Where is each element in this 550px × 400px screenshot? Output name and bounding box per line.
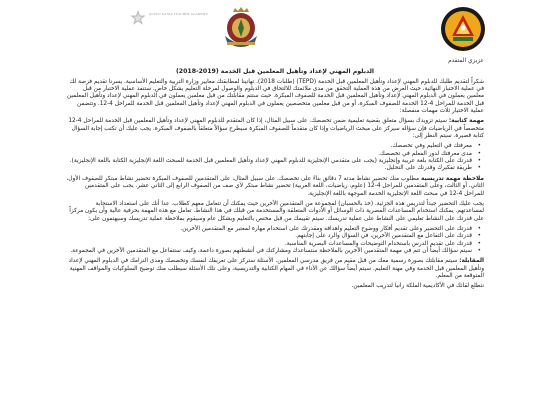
intro-paragraph: شكراً لتقديم طلبك للدبلوم المهني لإعداد وتأهيل المعلمين قبل الخدمة (TEPD) (طلبات 2018). تهانينا لمطابقتك معايير وزارة التربية والتعليم الأساسية. يسرنا تقديم فرصة لك في عملية الاختبار النهائية، حيث العرض من هذه العملية التحقق من مدى ملائمتك للالتحاق في الدبلوم والوصول لمرحلة التعليم بشكل خاص. ستنفذ عملية الاختبار من قبل معلمين يعملون في الدبلوم المهني لإعداد وتأهيل المعلمين قبل الخدمة للصفوف المبكرة. حيث ستتم مقابلتك من قبل معلمين يعملون في الدبلوم المهني لإعداد وتأهيل المعلمين قبل الخدمة للمراحل 4-12 الخدمة للصفوف المبكرة، أو من قبل معلمين متخصصين يعملون في الدبلوم المهني لإعداد وتأهيل المعلمين قبل الخدمة للمراحل 4-12. وتتضمن عملية الاختيار ثلاث مهمات منفصلة: bbox=[67, 78, 484, 115]
task1-text: سيتم تزويدك بسؤال متعلق بقضية تعليمية ضمن تخصصك. على سبيل المثال، إذا كان المتقدم للدبلوم المهني لإعداد وتأهيل المعلمين قبل الخدمة للمراحل 4-12 متخصصاً في الرياضيات فإن سؤاله سيركز على مبحث الرياضيات وإذا كان متقدماً للصفوف المبكرة سيطرح سؤالاً متعلقاً بالصفوف المبكرة. يجب عليك أن تكتب إجابة السؤال كتابة قصيرة. سيتم النظر إلى: bbox=[68, 118, 484, 140]
task2-heading: ملاحظة مهمة تدريسية bbox=[420, 175, 484, 182]
task2-criteria-list bbox=[66, 226, 484, 255]
list-item: • معرفتك في التعليم وفي تخصصك. bbox=[66, 143, 472, 150]
task2-text: مطلوب منك تحضير نشاط مدته 7 دقائق بناءً على تخصصك. على سبيل المثال، على المتقدمين للصفوف المبكرة تحضير نشاط مبتكر للصفوف الأول، الثاني، أو الثالث، وعلى المتقدمين للمراحل 4-12 (علوم، رياضيات، اللغة العربية) تحضير نشاط مبتكر لأي صف من الصفوف الرابع إلى الثاني عشر. يجب على المتقدمين للمراحل 4-12 في مبحث اللغة الإنجليزية الخدمة الموجهة باللغة الإنجليزية. bbox=[66, 175, 484, 197]
task2-note: يجب عليك التحضير جيداً لتدريس هذه الجزئية. (خذ بالحسبان) لمجموعة من المتقدمين الآخرين حيث يمكنك أن تتعامل معهم كطلاب. عدا أنك على استعداد الاستجابة لمساعدتهم. يمكنك استخدام المساعدات المصرية ذات الوسائل أو الأدوات المتعلقة والمستخدمة من قبلك في هذا النشاط. تعامل مع هذه المهمة بحرفية عالية وأن يكون مركزاً على قدرتك على النشاط تعليمي على النشاط على عملية تدريسك. سيتم تقييمك من قبل مختص بالتعليم وبشكل عام وسيقوم بملاحظة عملية تدريسك وسيهتمون على: bbox=[69, 200, 484, 222]
list-item: • قدرتك على التفاعل مع المتقدمين الآخرين، في السؤال والرد على إجابتهم. bbox=[66, 233, 472, 240]
task1-paragraph bbox=[66, 118, 484, 140]
list-item: • سيتم سؤالك أيضاً أن تتم في مهمة المتقدمين الآخرين بالملاحظة ستساعدك ومشاركتك في أنشطتهم بصورة داعمة، وكيف ستتفاعل مع المتقدمين الآخرين في المجموعة. bbox=[66, 248, 472, 255]
task3-text: سيتم مقابلتك بصورة رسمية معك من قبل مقيم من فريق مدرسي المعلمين. الأسئلة ستركز على تعريفك لنفسك وتخصصك ومدى التزامك في الدبلوم المهني لإعداد وتأهيل المعلمين قبل الخدمة وفي مهنة التعليم. سيتم أيضاً سؤالك عن الأداء في المهام الكتابية والتدريسية، وعلى تلك الأسئلة سيطلب منك توضيح السلوكيات والمواقف المهنية المتوقعة من المعلم. bbox=[68, 258, 484, 279]
task3-paragraph bbox=[66, 258, 484, 280]
star-logo-icon bbox=[130, 10, 146, 26]
task2-paragraph bbox=[66, 176, 484, 198]
letter-body bbox=[66, 58, 484, 291]
list-item: • قدرتك على التحضير وعلى تقديم أفكار ووضوح التعليم واهدافه ومقدرتك على استخدام مهارة لمعتبر مع المتقدمين الآخرين. bbox=[66, 226, 472, 233]
list-item: • مدى معرفتك لدور المعلم في تخصصك. bbox=[66, 151, 472, 158]
list-item: • قدرتك على تقديم الدرس باستخدام التوضيحات والمساعدات البصرية المناسبة. bbox=[66, 241, 472, 248]
letterhead bbox=[66, 6, 484, 50]
academy-logo-text: QUEEN RANIA TEACHER ACADEMY bbox=[149, 12, 209, 16]
list-item: • طريقة تفكيرك وقدرتك على التحليل. bbox=[66, 165, 472, 172]
royal-crest-icon bbox=[221, 6, 261, 50]
list-item: • قدرتك على الكتابة بلغة عربية وإنجليزية (يجب على متقدمي الإنجليزية للدبلوم المهني لإعداد وتأهيل المعلمين قبل الخدمة للمبحث اللغة الإنجليزية الكتابة باللغة الإنجليزية). bbox=[66, 158, 472, 165]
closing-line: نتطلع لقائك في الأكاديمية الملكة رانيا لتدريب المعلمين. bbox=[351, 283, 484, 290]
task3-heading: المقابلة: bbox=[459, 258, 484, 265]
academy-logo bbox=[130, 10, 210, 46]
task1-criteria-list bbox=[66, 143, 484, 172]
document-title: الدبلوم المهني لإعداد وتأهيل المعلمين قبل الخدمة (2019-2018) bbox=[175, 68, 375, 76]
greeting: عزيزي المتقدم bbox=[448, 58, 484, 64]
task1-heading: مهمة كتابية: bbox=[448, 118, 484, 125]
ministry-logo-icon bbox=[440, 6, 486, 52]
